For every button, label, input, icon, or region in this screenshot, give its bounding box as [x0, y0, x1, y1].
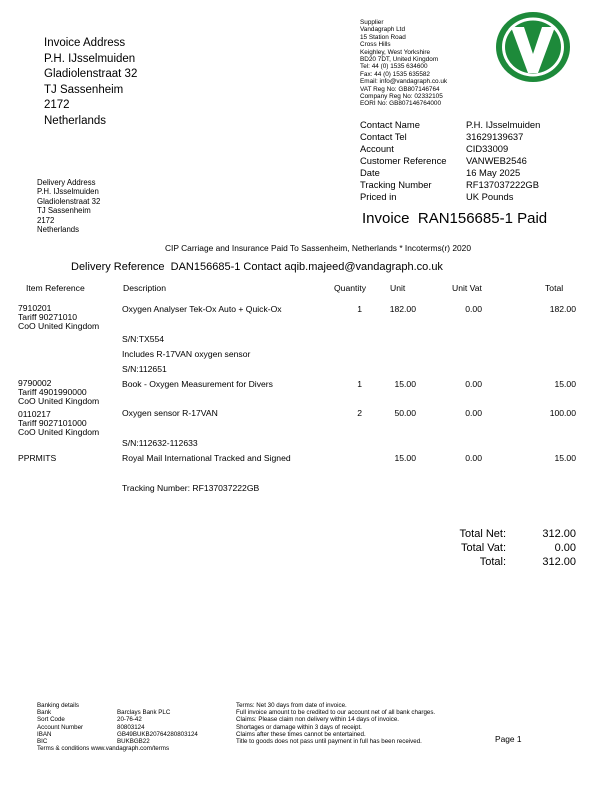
payment-terms — [236, 702, 435, 745]
total-net-label: Total Net: — [459, 528, 506, 540]
item-origin: CoO United Kingdom — [18, 321, 100, 332]
row-vat: 0.00 — [465, 453, 482, 463]
item-tariff: Tariff 9027101000 — [18, 418, 87, 429]
detail-value: CID33009 — [466, 143, 509, 154]
desc-line: S/N:112632-112633 — [122, 438, 198, 448]
delivery-address-line: TJ Sassenheim — [37, 206, 91, 216]
grand-total-label: Total: — [479, 556, 506, 568]
item-tariff: Tariff 4901990000 — [18, 387, 87, 398]
invoice-address-line: Netherlands — [44, 114, 107, 127]
delivery-address-line: P.H. IJsselmuiden — [37, 187, 99, 197]
item-code: PPRMITS — [18, 453, 57, 463]
desc-line: S/N:TX554 — [122, 334, 165, 344]
desc-line: Oxygen sensor R-17VAN — [122, 408, 218, 418]
supplier-line: Supplier — [360, 19, 384, 26]
invoice-address-line: 2172 — [44, 99, 70, 111]
row-qty: 1 — [357, 379, 362, 389]
bank-label: Account Number — [37, 723, 84, 731]
bank-value: GB49BUKB20764280803124 — [117, 730, 198, 738]
table-row-item — [18, 379, 99, 407]
delivery-address-heading: Delivery Address — [37, 178, 96, 187]
terms-line: Title to goods does not pass until payment in full has been received. — [236, 738, 422, 746]
row-qty: 2 — [357, 408, 362, 418]
detail-value: VANWEB2546 — [466, 155, 527, 166]
banking-details — [37, 702, 227, 762]
row-vat: 0.00 — [465, 304, 482, 314]
total-vat-value: 0.00 — [554, 542, 576, 554]
invoice-address — [44, 36, 137, 129]
desc-line: Tracking Number: RF137037222GB — [122, 483, 260, 493]
delivery-address-line: Netherlands — [37, 225, 80, 235]
supplier-line: Company Reg No: 02332105 — [360, 93, 443, 101]
page-number: Page 1 — [495, 734, 522, 744]
desc-line: Book - Oxygen Measurement for Divers — [122, 379, 273, 389]
bank-label: IBAN — [37, 730, 52, 738]
item-tariff: Tariff 90271010 — [18, 312, 78, 323]
item-code: 9790002 — [18, 378, 52, 388]
header-description: Description — [123, 283, 166, 293]
detail-value: 31629139637 — [466, 131, 524, 142]
invoice-address-heading: Invoice Address — [44, 37, 126, 49]
row-unit: 15.00 — [394, 379, 416, 389]
item-origin: CoO United Kingdom — [18, 396, 100, 407]
item-origin: CoO United Kingdom — [18, 427, 100, 438]
header-total: Total — [545, 283, 564, 293]
bank-value: BUKBGB22 — [117, 738, 150, 745]
row-total: 15.00 — [554, 453, 576, 463]
detail-label: Customer Reference — [360, 155, 447, 166]
detail-label: Contact Name — [360, 119, 420, 130]
invoice-address-line: Gladiolenstraat 32 — [44, 68, 138, 80]
bank-value: Barclays Bank PLC — [117, 709, 171, 717]
bank-value: 80803124 — [117, 723, 145, 731]
detail-label: Tracking Number — [360, 179, 432, 190]
supplier-line: 15 Station Road — [360, 33, 406, 41]
invoice-address-line: P.H. IJsselmuiden — [44, 52, 136, 65]
bank-label: Bank — [37, 709, 52, 717]
detail-label: Date — [360, 167, 380, 178]
terms-line: Full invoice amount to be credited to our account net of all bank charges. — [236, 709, 436, 717]
supplier-line: Keighley, West Yorkshire — [360, 48, 431, 56]
row-total: 182.00 — [549, 304, 576, 314]
row-vat: 0.00 — [465, 408, 482, 418]
row-unit: 182.00 — [389, 304, 416, 314]
supplier-line: Cross Hills — [360, 41, 391, 49]
invoice-title: Invoice RAN156685-1 Paid — [362, 210, 548, 227]
detail-value: UK Pounds — [466, 191, 514, 202]
terms-line: Claims after these times cannot be entertained. — [236, 730, 366, 738]
item-code: 0110217 — [18, 409, 51, 419]
table-row-desc — [122, 304, 282, 315]
bank-label: Sort Code — [37, 716, 65, 724]
supplier-block — [360, 19, 447, 108]
incoterms-line: CIP Carriage and Insurance Paid To Sassenheim, Netherlands * Incoterms(r) 2020 — [165, 243, 472, 253]
terms-line: Terms: Net 30 days from date of invoice. — [236, 702, 347, 709]
detail-value: P.H. IJsselmuiden — [466, 119, 541, 130]
header-item-reference: Item Reference — [26, 283, 85, 293]
table-row-item — [18, 304, 99, 332]
supplier-line: Email: info@vandagraph.co.uk — [360, 78, 448, 86]
terms-line: Shortages or damage within 3 days of receipt. — [236, 723, 362, 731]
supplier-line: Vandagraph Ltd — [360, 26, 406, 34]
header-unit: Unit — [390, 283, 406, 293]
row-unit: 15.00 — [394, 453, 416, 463]
supplier-line: EORI No: GB807146764000 — [360, 100, 442, 108]
bank-label: BIC — [37, 738, 48, 745]
item-code: 7910201 — [18, 303, 52, 313]
row-total: 15.00 — [554, 379, 576, 389]
desc-line: Royal Mail International Tracked and Signed — [122, 453, 291, 463]
grand-total-value: 312.00 — [542, 556, 576, 568]
detail-label: Account — [360, 143, 394, 154]
row-vat: 0.00 — [465, 379, 482, 389]
desc-line: S/N:112651 — [122, 364, 167, 374]
total-net-value: 312.00 — [542, 528, 576, 540]
vandagraph-logo — [494, 10, 572, 84]
invoice-address-line: TJ Sassenheim — [44, 83, 124, 96]
delivery-address-line: 2172 — [37, 215, 55, 225]
banking-heading: Banking details — [37, 702, 79, 709]
terms-line: Claims: Please claim non delivery within 14 days of invoice. — [236, 716, 400, 724]
supplier-line: BD20 7DT, United Kingdom — [360, 56, 439, 64]
supplier-line: Tel: 44 (0) 1535 634600 — [360, 63, 428, 71]
delivery-address — [37, 178, 100, 234]
detail-label: Contact Tel — [360, 131, 407, 142]
supplier-line: VAT Reg No: GB807146764 — [360, 85, 440, 93]
row-qty: 1 — [357, 304, 362, 314]
total-vat-label: Total Vat: — [460, 542, 506, 554]
header-unit-vat: Unit Vat — [452, 283, 482, 293]
desc-line: Includes R-17VAN oxygen sensor — [122, 349, 251, 359]
header-quantity: Quantity — [334, 283, 367, 293]
delivery-address-line: Gladiolenstraat 32 — [37, 196, 101, 206]
detail-label: Priced in — [360, 191, 397, 202]
detail-value: RF137037222GB — [466, 179, 539, 190]
table-row-item — [18, 410, 99, 438]
invoice-details — [360, 119, 580, 203]
delivery-reference: Delivery Reference DAN156685-1 Contact aqib.majeed@vandagraph.co.uk — [71, 261, 443, 273]
bank-value: 20-76-42 — [117, 716, 142, 724]
row-total: 100.00 — [549, 408, 576, 418]
totals-block — [430, 527, 576, 575]
desc-line: Oxygen Analyser Tek-Ox Auto + Quick-Ox — [122, 304, 282, 314]
terms-link[interactable]: Terms & conditions www.vandagraph.com/terms — [37, 745, 170, 753]
detail-value: 16 May 2025 — [466, 167, 521, 178]
row-unit: 50.00 — [394, 408, 416, 418]
supplier-line: Fax: 44 (0) 1535 635582 — [360, 70, 430, 78]
